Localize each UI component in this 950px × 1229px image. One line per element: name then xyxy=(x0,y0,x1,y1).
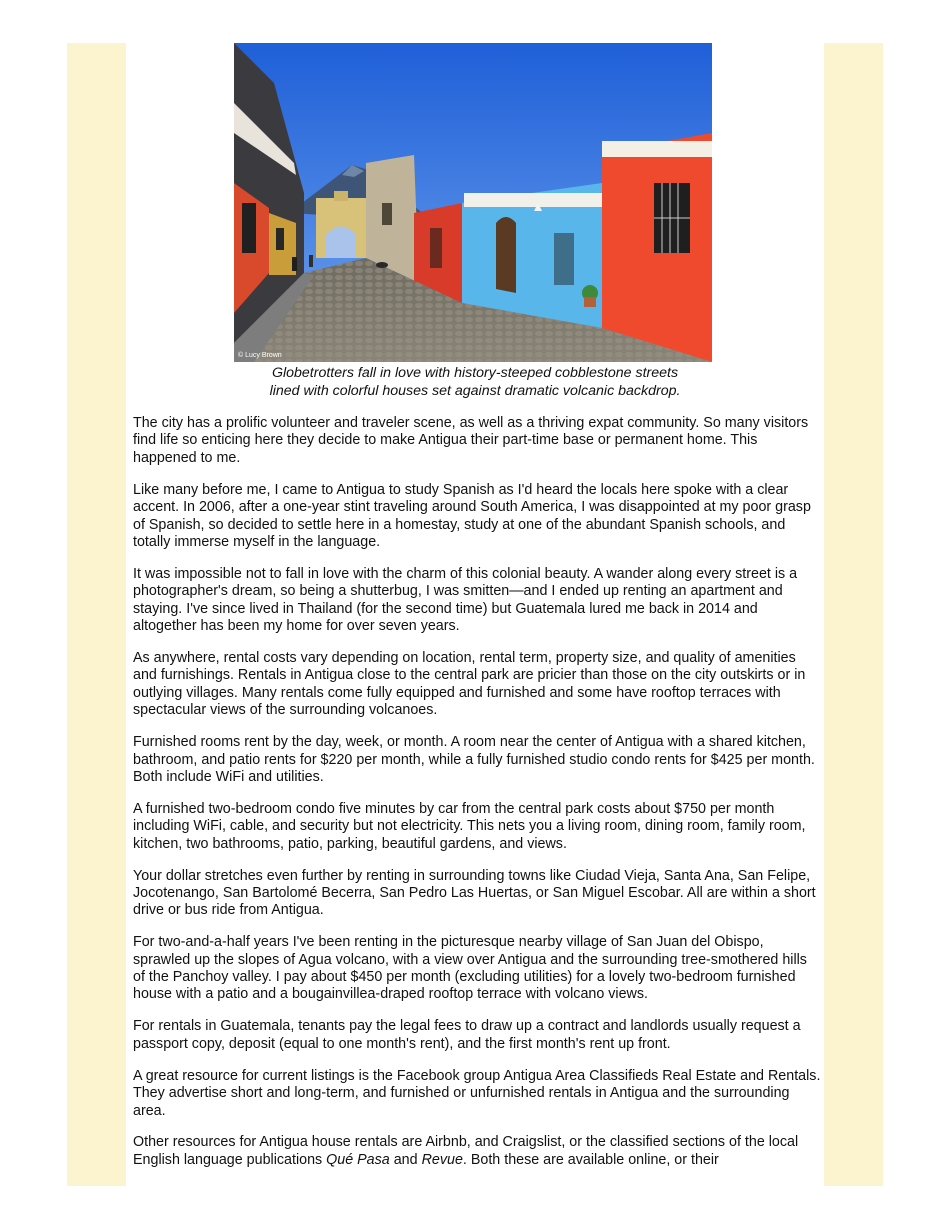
paragraph: Furnished rooms rent by the day, week, or month. A room near the center of Antigua with a shared kitchen, bathroom, and patio rents for $220 per month, while a fully furnished studio condo rents for $425 per month. Both include WiFi and utilities. xyxy=(133,734,815,785)
photo-credit: © Lucy Brown xyxy=(238,352,282,359)
paragraph-last xyxy=(133,1134,821,1169)
paragraph: A great resource for current listings is the Facebook group Antigua Area Classifieds Real Estate and Rentals. They advertise short and long-term, and furnished or unfurnished rentals in Antigua and the surrounding area. xyxy=(133,1067,821,1119)
article xyxy=(126,43,824,1186)
caption-line-1: Globetrotters fall in love with history-steeped cobblestone streets xyxy=(271,365,679,381)
text-run: Other resources for Antigua house rentals are Airbnb, and Craigslist, or the classified sections of the local English language publications xyxy=(133,1134,799,1168)
paragraph: A furnished two-bedroom condo five minutes by car from the central park costs about $750 per month including WiFi, cable, and security but not electricity. This nets you a living room, dining room, family room, kitchen, two bathrooms, patio, parking, beautiful gardens, and views. xyxy=(133,800,806,852)
article-body xyxy=(133,415,821,1184)
paragraph: It was impossible not to fall in love with the charm of this colonial beauty. A wander along every street is a photographer's dream, so being a shutterbug, I was smitten—and I ended up renting an apartment and staying. I've since lived in Thailand (for the second time) but Guatemala lured me back in 2014 and altogether has been my home for over seven years. xyxy=(133,565,798,635)
text-run: . Both these are available online, or their xyxy=(462,1151,719,1168)
paragraph: Your dollar stretches even further by renting in surrounding towns like Ciudad Vieja, Santa Ana, San Felipe, Jocotenango, San Bartolomé Becerra, San Pedro Las Huertas, or San Miguel Escobar. All are within a short drive or bus ride from Antigua. xyxy=(133,867,816,919)
paragraph: The city has a prolific volunteer and traveler scene, as well as a thriving expat community. So many visitors find life so enticing here they decide to make Antigua their part-time base or permanent home. This happened to me. xyxy=(133,415,809,466)
paragraph: For two-and-a-half years I've been renting in the picturesque nearby village of San Juan del Obispo, sprawled up the slopes of Agua volcano, with a view over Antigua and the surrounding tree-smothered hills of the Panchoy valley. I pay about $450 per month (excluding utilities) for a lovely two-bedroom furnished house with a patio and a bougainvillea-draped rooftop terrace with volcano views. xyxy=(133,934,807,1003)
publication-revue: Revue xyxy=(421,1151,463,1168)
arch xyxy=(316,191,366,258)
paragraph: For rentals in Guatemala, tenants pay the legal fees to draw up a contract and landlords usually request a passport copy, deposit (equal to one month's rent), and the first month's rent up front. xyxy=(133,1018,801,1052)
photo-caption xyxy=(126,365,824,400)
text-run: and xyxy=(389,1151,422,1168)
paragraph: Like many before me, I came to Antigua to study Spanish as I'd heard the locals here spoke with a clear accent. In 2006, after a one-year stint traveling around South America, I was disappointed at my poor grasp of Spanish, so decided to settle here in a homestay, study at one of the abundant Spanish schools, and totally immerse myself in the language. xyxy=(133,481,811,550)
publication-que-pasa: Qué Pasa xyxy=(326,1151,390,1168)
street-photo xyxy=(234,43,712,362)
caption-line-2: lined with colorful houses set against dramatic volcanic backdrop. xyxy=(269,382,681,399)
paragraph: As anywhere, rental costs vary depending on location, rental term, property size, and quality of amenities and furnishings. Rentals in Antigua close to the central park are pricier than those on the city outskirts or in outlying villages. Many rentals come fully equipped and furnished and some have rooftop terraces with spectacular views of the surrounding volcanoes. xyxy=(133,649,806,719)
